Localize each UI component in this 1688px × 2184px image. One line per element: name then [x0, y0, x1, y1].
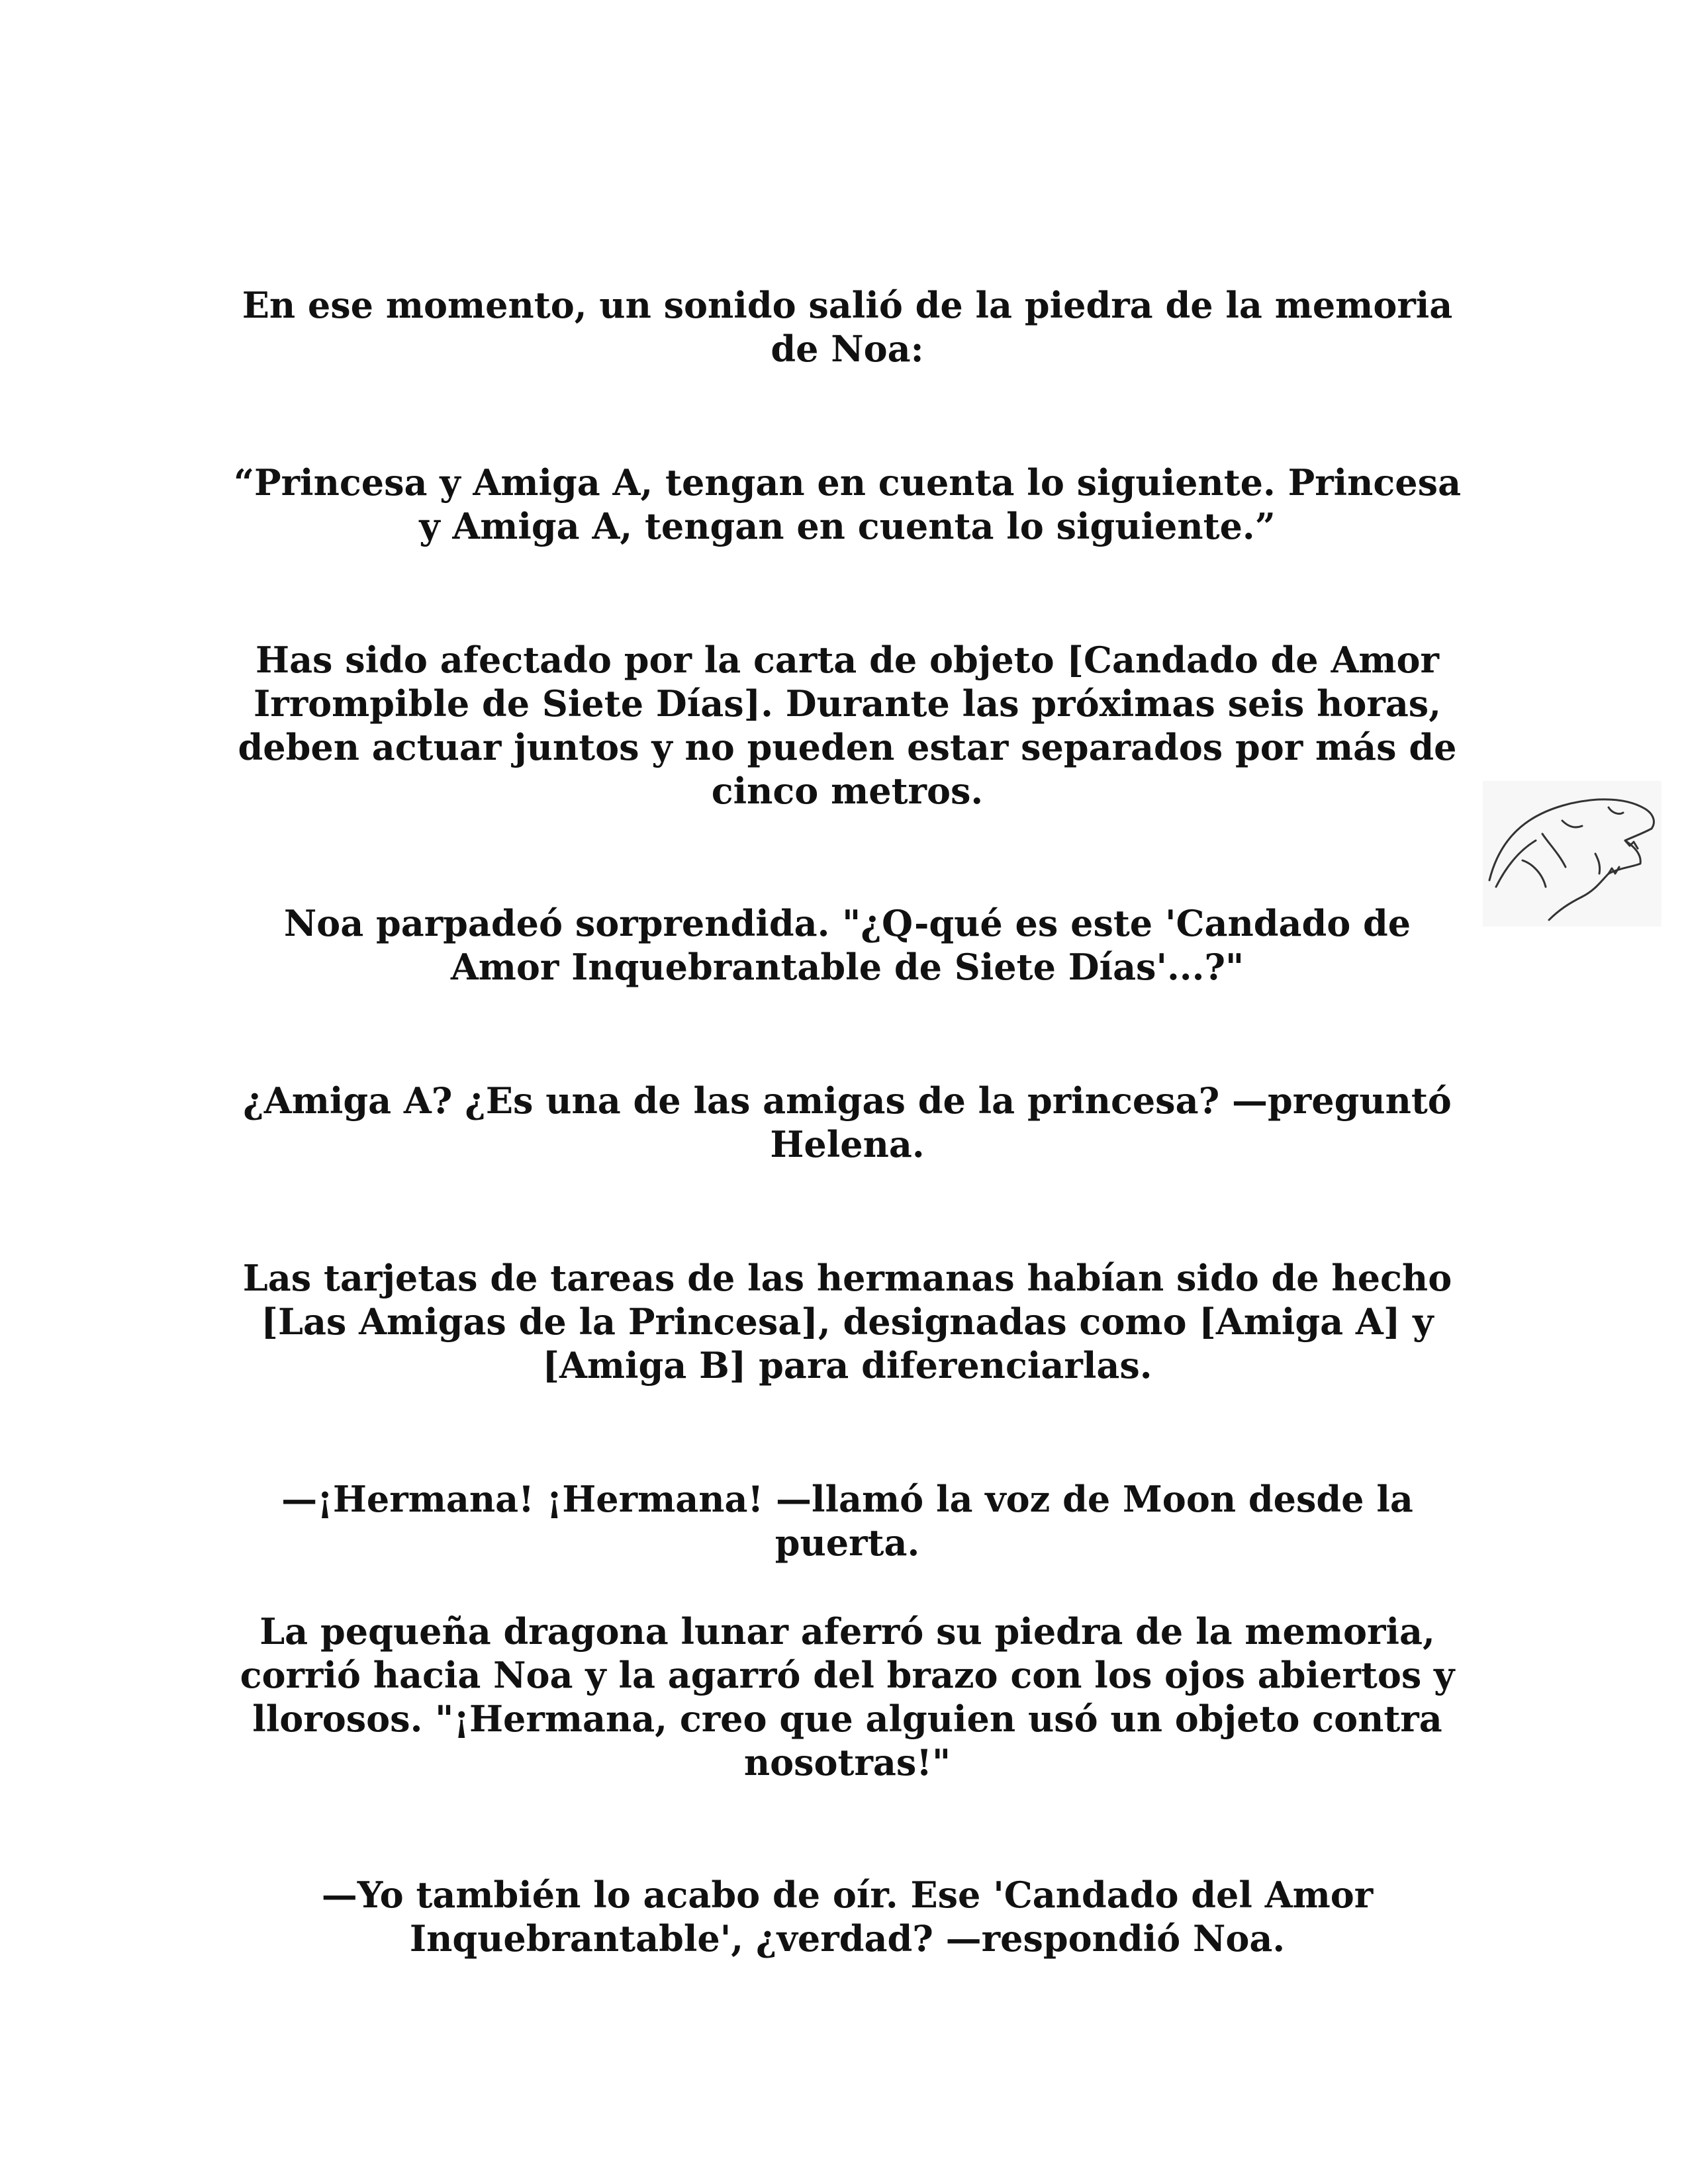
paragraph-7: —¡Hermana! ¡Hermana! —llamó la voz de Moon desde la puerta.	[281, 1478, 1413, 1564]
paragraph-1: En ese momento, un sonido salió de la piedra de la memoria de Noa:	[242, 284, 1453, 370]
paragraph-9: —Yo también lo acabo de oír. Ese 'Candado del Amor Inquebrantable', ¿verdad? —respondió Noa.	[321, 1874, 1374, 1960]
paragraph-8: La pequeña dragona lunar aferró su piedra de la memoria, corrió hacia Noa y la agarró del brazo con los ojos abiertos y llorosos. "¡Hermana, creo que alguien usó un objeto contra nosotras!"	[240, 1610, 1455, 1784]
paragraph-4: Noa parpadeó sorprendida. "¿Q-qué es este 'Candado de Amor Inquebrantable de Siete Días'...?"	[283, 902, 1411, 988]
paragraph-5: ¿Amiga A? ¿Es una de las amigas de la princesa? —preguntó Helena.	[243, 1079, 1452, 1165]
paragraph-2: “Princesa y Amiga A, tengan en cuenta lo siguiente. Princesa y Amiga A, tengan en cuenta lo siguiente.”	[233, 461, 1462, 547]
paragraph-6: Las tarjetas de tareas de las hermanas habían sido de hecho [Las Amigas de la Princesa], designadas como [Amiga A] y [Amiga B] para diferenciarlas.	[242, 1257, 1452, 1387]
paragraph-3: Has sido afectado por la carta de objeto [Candado de Amor Irrompible de Siete Días]. Durante las próximas seis horas, deben actuar juntos y no pueden estar separados por más de cinco metros.	[238, 639, 1457, 812]
dinosaur-head-sketch-icon	[1483, 781, 1662, 927]
